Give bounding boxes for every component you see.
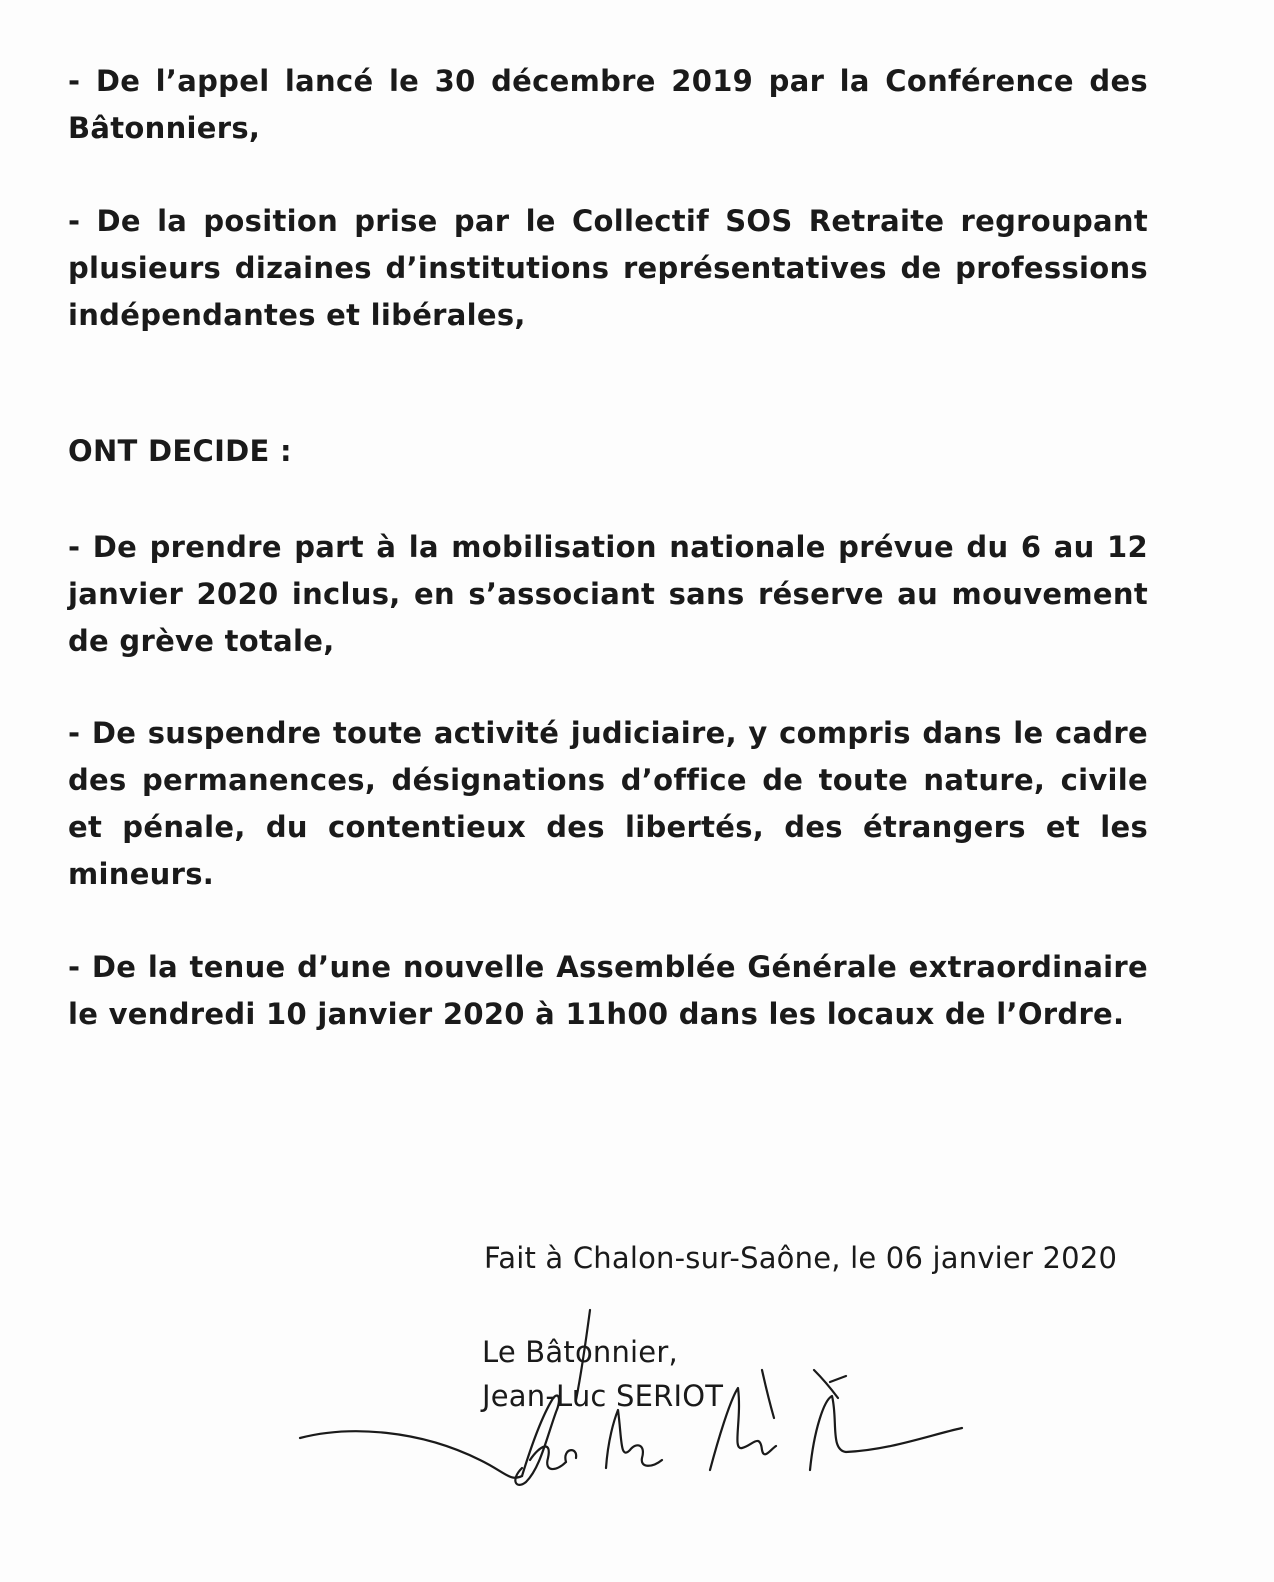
- decision-mobilisation: - De prendre part à la mobilisation nationale prévue du 6 au 12 janvier 2020 inclus, en s’associant sans réserve au mouvement de grève totale,: [68, 530, 1148, 658]
- decision-suspension: - De suspendre toute activité judiciaire, y compris dans le cadre des permanences, désignations d’office de toute nature, civile et pénale, du contentieux des libertés, des étrangers et les mineurs.: [68, 716, 1148, 891]
- signatory-name: Jean-Luc SERIOT: [482, 1379, 724, 1413]
- paragraph-appel: - De l’appel lancé le 30 décembre 2019 par la Conférence des Bâtonniers,: [68, 64, 1148, 145]
- decision-assemblee: - De la tenue d’une nouvelle Assemblée Générale extraordinaire le vendredi 10 janvier 2020 à 11h00 dans les locaux de l’Ordre.: [68, 950, 1148, 1031]
- place-date: Fait à Chalon-sur-Saône, le 06 janvier 2020: [484, 1241, 1118, 1275]
- signatory-title: Le Bâtonnier,: [482, 1335, 678, 1369]
- heading-ont-decide: ONT DECIDE :: [68, 434, 292, 468]
- handwritten-signature-icon: [290, 1300, 970, 1520]
- paragraph-collectif: - De la position prise par le Collectif SOS Retraite regroupant plusieurs dizaines d’institutions représentatives de professions indépendantes et libérales,: [68, 204, 1148, 332]
